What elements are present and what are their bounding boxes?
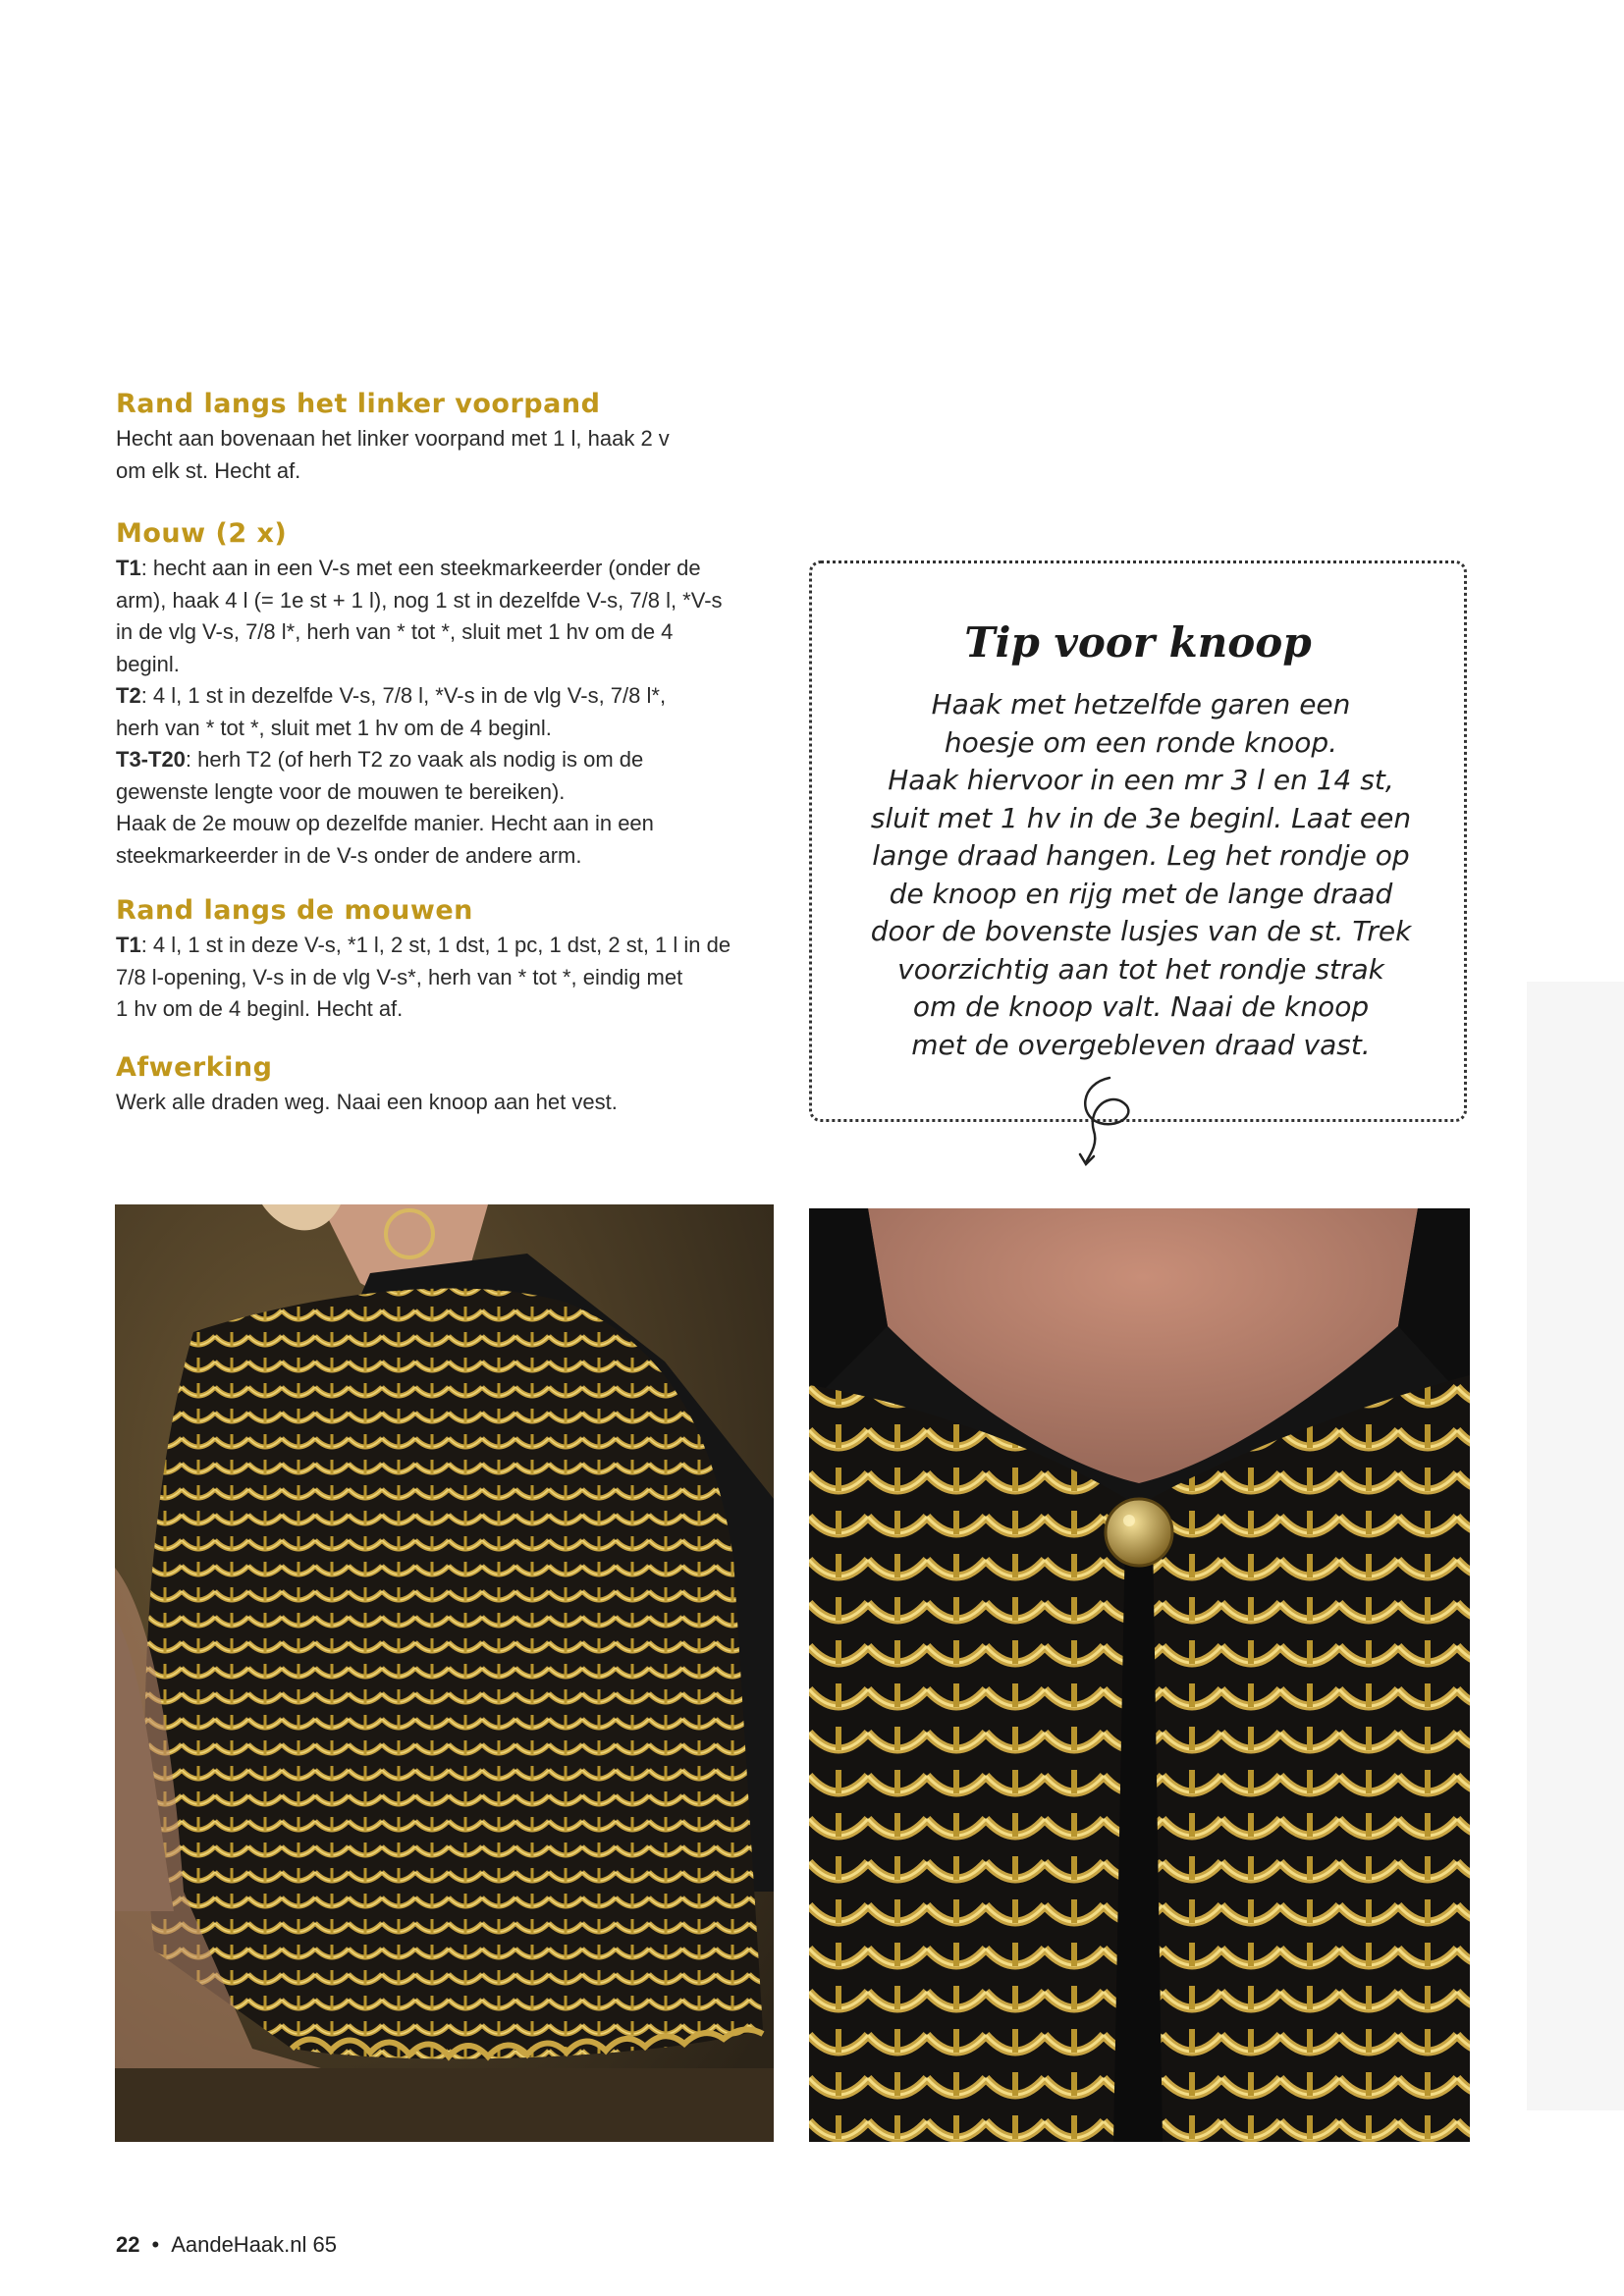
body-text: : herh T2 (of herh T2 zo vaak als nodig is om de	[185, 747, 644, 772]
tip-line: hoesje om een ronde knoop.	[944, 725, 1338, 759]
section-body	[116, 553, 784, 872]
body-line	[116, 962, 784, 994]
page-edge-shade	[1527, 982, 1624, 2110]
body-line	[116, 713, 784, 745]
body-text: herh van * tot *, sluit met 1 hv om de 4 beginl.	[116, 715, 552, 740]
body-text: in de vlg V-s, 7/8 l*, herh van * tot *, sluit met 1 hv om de 4	[116, 619, 674, 644]
body-line	[116, 553, 784, 585]
section-heading: Rand langs het linker voorpand	[116, 389, 601, 419]
body-line	[116, 680, 784, 713]
tip-line: voorzichtig aan tot het rondje strak	[897, 952, 1384, 986]
tip-line: sluit met 1 hv in de 3e beginl. Laat een	[870, 801, 1412, 834]
body-text: steekmarkeerder in de V-s onder de andere arm.	[116, 842, 582, 868]
body-line	[116, 616, 784, 649]
body-text: Hecht aan bovenaan het linker voorpand met 1 l, haak 2 v	[116, 426, 670, 451]
tip-text	[822, 686, 1460, 1064]
body-text: : 4 l, 1 st in dezelfde V-s, 7/8 l, *V-s in de vlg V-s, 7/8 l*,	[140, 683, 667, 708]
body-line	[116, 649, 784, 681]
body-text: Werk alle draden weg. Naai een knoop aan het vest.	[116, 1090, 618, 1114]
section-body	[116, 930, 784, 1026]
body-text: beginl.	[116, 651, 180, 676]
tip-line: de knoop en rijg met de lange draad	[889, 877, 1393, 910]
body-text: gewenste lengte voor de mouwen te bereiken).	[116, 778, 566, 804]
body-line	[116, 1087, 784, 1119]
row-label: T3-T20	[116, 747, 186, 772]
body-text: 1 hv om de 4 beginl. Hecht af.	[116, 996, 404, 1021]
row-label: T1	[116, 556, 141, 580]
section-heading: Afwerking	[116, 1052, 273, 1083]
tip-title: Tip voor knoop	[964, 618, 1312, 667]
publication-name: AandeHaak.nl 65	[171, 2232, 337, 2257]
tip-line: door de bovenste lusjes van de st. Trek	[870, 915, 1412, 947]
footer-separator: •	[151, 2232, 160, 2257]
section-mouw	[116, 518, 784, 872]
body-text: arm), haak 4 l (= 1e st + 1 l), nog 1 st in dezelfde V-s, 7/8 l, *V-s	[116, 587, 723, 613]
tip-box	[809, 561, 1467, 1122]
tip-line: om de knoop valt. Naai de knoop	[912, 990, 1370, 1023]
body-line	[116, 776, 784, 809]
body-line	[116, 585, 784, 617]
body-line	[116, 993, 784, 1026]
section-heading: Mouw (2 x)	[116, 518, 288, 549]
tip-line: lange draad hangen. Leg het rondje op	[872, 839, 1410, 872]
body-text: 7/8 l-opening, V-s in de vlg V-s*, herh van * tot *, eindig met	[116, 964, 683, 989]
body-line	[116, 840, 784, 873]
page-number: 22	[116, 2232, 140, 2257]
body-text: : hecht aan in een V-s met een steekmarkeerder (onder de	[140, 556, 701, 580]
page-footer	[116, 2232, 337, 2258]
section-rand-mouwen	[116, 895, 784, 1026]
body-line	[116, 930, 784, 962]
body-line	[116, 423, 784, 455]
tip-line: met de overgebleven draad vast.	[911, 1028, 1371, 1061]
swirl-arrow-icon	[1070, 1072, 1149, 1170]
body-line	[116, 808, 784, 840]
section-body	[116, 423, 784, 487]
tip-line: Haak met hetzelfde garen een	[931, 688, 1351, 721]
section-body	[116, 1087, 784, 1119]
row-label: T1	[116, 933, 141, 957]
body-text: om elk st. Hecht af.	[116, 457, 301, 483]
photo-cape-side-view	[115, 1204, 774, 2142]
section-rand-linker-voorpand	[116, 389, 784, 487]
body-line	[116, 455, 784, 488]
row-label: T2	[116, 683, 141, 708]
section-afwerking	[116, 1052, 784, 1119]
section-heading: Rand langs de mouwen	[116, 895, 473, 926]
body-text: : 4 l, 1 st in deze V-s, *1 l, 2 st, 1 dst, 1 pc, 1 dst, 2 st, 1 l in de	[140, 933, 731, 957]
body-line	[116, 744, 784, 776]
tip-line: Haak hiervoor in een mr 3 l en 14 st,	[888, 764, 1394, 796]
body-text: Haak de 2e mouw op dezelfde manier. Hecht aan in een	[116, 811, 654, 835]
photo-button-closeup	[809, 1208, 1470, 2142]
